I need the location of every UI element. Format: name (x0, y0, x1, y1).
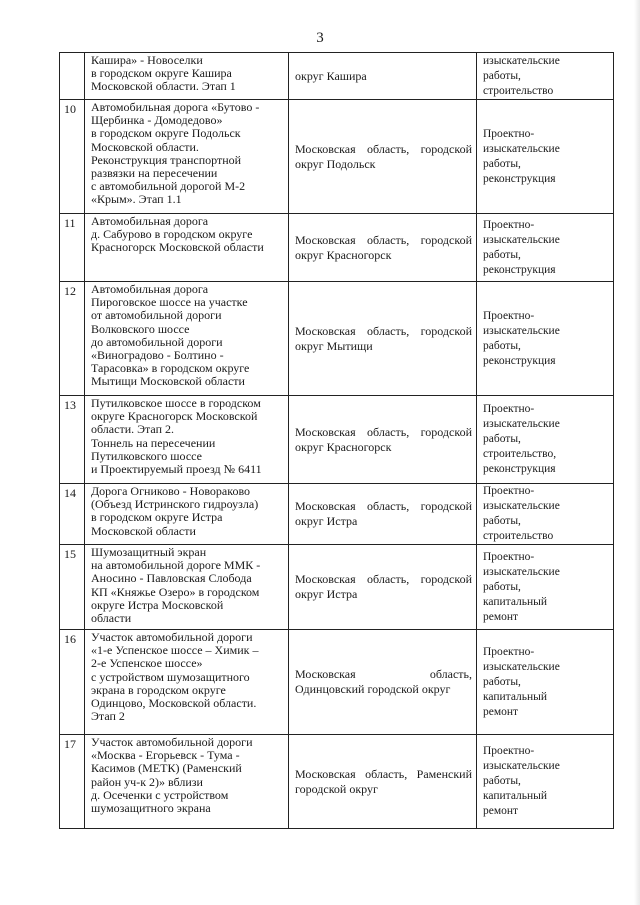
work-type-line: капитальный (483, 790, 548, 802)
location-text: Московская область, городской округ Истра (295, 572, 472, 601)
work-type-line: работы, (483, 515, 521, 527)
object-name-line: Шумозащитный экран (91, 545, 207, 559)
work-type-line: капитальный (483, 595, 548, 608)
location-text: Московская область, Раменский городской округ (295, 766, 472, 796)
work-type-cell (477, 545, 614, 630)
work-type-cell (477, 53, 614, 100)
object-name-line: от автомобильной дороги (91, 308, 222, 323)
object-name-line: Автомобильная дорога «Бутово - (91, 100, 260, 114)
work-type-line: работы, (483, 339, 521, 352)
object-name-line: с автомобильной дорогой М-2 (91, 179, 246, 194)
location-cell (289, 396, 477, 484)
object-name-line: округе Красногорск Московской (91, 409, 258, 424)
location-text: Московская область, городской округ Красногорск (295, 424, 472, 454)
page-number: 3 (316, 30, 324, 46)
work-type-line: изыскательские (483, 500, 560, 512)
object-name-line: «Москва - Егорьевск - Тума - (91, 748, 240, 763)
object-name-line: Мытищи Московской области (91, 374, 245, 389)
work-type-line: реконструкция (483, 463, 556, 475)
object-name-cell (85, 735, 289, 829)
object-name-line: Московской области (91, 523, 196, 538)
row-number: 11 (60, 214, 85, 282)
work-type-line: изыскательские (483, 565, 560, 578)
work-type-cell (477, 630, 614, 735)
row-number (60, 53, 85, 100)
object-name-line: (Объезд Истринского гидроузла) (91, 497, 259, 512)
row-number: 17 (60, 735, 85, 829)
location-cell (289, 53, 477, 100)
object-name-line: Одинцово, Московской области. (91, 696, 257, 711)
work-type-line: работы, (483, 580, 521, 593)
work-type-line: работы, (483, 69, 521, 82)
work-type-line: изыскательские (483, 660, 560, 673)
work-type-line: Проектно- (483, 645, 535, 658)
work-type-line: изыскательские (483, 233, 560, 246)
table-row (60, 484, 614, 545)
object-name-line: до автомобильной дороги (91, 334, 223, 349)
work-type-line: изыскательские (483, 760, 560, 772)
work-type-cell (477, 484, 614, 545)
object-name-line: КП «Княжье Озеро» в городском (91, 584, 260, 599)
object-name-line: Этап 2 (91, 709, 125, 724)
object-name-cell (85, 484, 289, 545)
object-name-line: развязки на пересечении (91, 166, 218, 181)
object-name-line: Участок автомобильной дороги (91, 735, 253, 749)
object-name-line: округе Истра Московской (91, 597, 224, 612)
object-name-line: области. Этап 2. (91, 422, 175, 437)
work-type-line: реконструкция (483, 172, 556, 185)
work-type-line: ремонт (483, 610, 519, 623)
table-row (60, 100, 614, 214)
work-type-line: Проектно- (483, 550, 535, 563)
object-name-line: район уч-к 2)» вблизи (91, 774, 203, 789)
table-row (60, 735, 614, 829)
object-name-cell (85, 545, 289, 630)
object-name-line: Путилковское шоссе в городском (91, 396, 261, 410)
object-name-line: области (91, 611, 132, 626)
location-cell (289, 735, 477, 829)
work-type-line: изыскательские (483, 54, 560, 67)
object-name-line: Реконструкция транспортной (91, 152, 242, 167)
work-type-line: работы, (483, 775, 521, 787)
object-name-cell (85, 282, 289, 396)
table-row (60, 53, 614, 100)
work-type-line: ремонт (483, 805, 519, 817)
work-type-line: ремонт (483, 705, 519, 718)
row-number: 10 (60, 100, 85, 214)
object-name-line: в городском округе Подольск (91, 126, 241, 141)
row-number: 12 (60, 282, 85, 396)
object-name-line: Волковского шоссе (91, 321, 190, 336)
object-name-line: Кашира» - Новоселки (91, 53, 203, 67)
location-text: округ Кашира (295, 68, 367, 83)
object-name-line: Касимов (МЕТК) (Раменский (91, 761, 242, 776)
object-name-line: в городском округе Кашира (91, 66, 232, 81)
object-name-line: на автомобильной дороге ММК - (91, 558, 261, 573)
work-type-cell (477, 100, 614, 214)
work-type-line: изыскательские (483, 324, 560, 337)
object-name-line: в городском округе Истра (91, 510, 223, 525)
work-type-line: реконструкция (483, 354, 556, 367)
work-type-line: работы, (483, 248, 521, 261)
object-name-line: Красногорск Московской области (91, 240, 264, 255)
work-type-line: капитальный (483, 690, 548, 703)
object-name-line: шумозащитного экрана (91, 801, 211, 816)
row-number: 16 (60, 630, 85, 735)
location-text: Московская область, городской округ Мытищи (295, 323, 472, 353)
work-type-line: строительство, (483, 448, 557, 460)
work-type-line: Проектно- (483, 309, 535, 322)
work-type-cell (477, 735, 614, 829)
table-row (60, 214, 614, 282)
location-cell (289, 484, 477, 545)
work-type-cell (477, 214, 614, 282)
object-name-line: Московской области. (91, 139, 199, 154)
table-row (60, 630, 614, 735)
object-name-line: Щербинка - Домодедово» (91, 113, 223, 128)
object-name-line: с устройством шумозащитного (91, 669, 250, 684)
work-type-line: Проектно- (483, 403, 535, 415)
object-name-line: Автомобильная дорога (91, 214, 209, 228)
object-name-line: Московской области. Этап 1 (91, 79, 236, 94)
projects-table (59, 52, 614, 829)
location-cell (289, 100, 477, 214)
object-name-line: Тоннель на пересечении (91, 435, 216, 450)
object-name-line: 2-е Успенское шоссе» (91, 656, 203, 671)
object-name-line: Пироговское шоссе на участке (91, 295, 248, 310)
table-row (60, 396, 614, 484)
object-name-line: Аносино - Павловская Слобода (91, 571, 252, 586)
work-type-line: изыскательские (483, 142, 560, 155)
work-type-line: работы, (483, 675, 521, 688)
object-name-cell (85, 100, 289, 214)
page-edge-shadow (634, 0, 640, 905)
work-type-line: строительство (483, 84, 554, 97)
object-name-line: экрана в городском округе (91, 682, 226, 697)
work-type-cell (477, 396, 614, 484)
object-name-line: Тарасовка» в городском округе (91, 361, 250, 376)
location-text: Московская область, Одинцовский городской округ (295, 667, 472, 696)
object-name-cell (85, 630, 289, 735)
work-type-line: Проектно- (483, 485, 535, 497)
location-cell (289, 630, 477, 735)
object-name-line: «1-е Успенское шоссе – Химик – (91, 643, 259, 658)
object-name-line: «Крым». Этап 1.1 (91, 192, 182, 207)
work-type-line: работы, (483, 433, 521, 445)
object-name-line: Дорога Огниково - Новораково (91, 484, 251, 498)
object-name-line: и Проектируемый проезд № 6411 (91, 462, 262, 477)
object-name-line: д. Осеченки с устройством (91, 787, 229, 802)
work-type-cell (477, 282, 614, 396)
location-cell (289, 214, 477, 282)
object-name-cell (85, 214, 289, 282)
work-type-line: Проектно- (483, 127, 535, 140)
object-name-line: Участок автомобильной дороги (91, 630, 253, 644)
work-type-line: Проектно- (483, 218, 535, 231)
work-type-line: работы, (483, 157, 521, 170)
table-row (60, 282, 614, 396)
row-number: 13 (60, 396, 85, 484)
row-number: 15 (60, 545, 85, 630)
object-name-line: д. Сабурово в городском округе (91, 227, 253, 242)
table-row (60, 545, 614, 630)
work-type-line: строительство (483, 530, 554, 542)
object-name-cell (85, 53, 289, 100)
work-type-line: изыскательские (483, 418, 560, 430)
location-text: Московская область, городской округ Подольск (295, 141, 472, 171)
object-name-line: Автомобильная дорога (91, 282, 209, 296)
object-name-line: Путилковского шоссе (91, 448, 202, 463)
work-type-line: Проектно- (483, 745, 535, 757)
location-cell (289, 282, 477, 396)
location-text: Московская область, городской округ Красногорск (295, 232, 472, 262)
work-type-line: реконструкция (483, 263, 556, 276)
row-number: 14 (60, 484, 85, 545)
object-name-line: «Виноградово - Болтино - (91, 348, 224, 363)
location-cell (289, 545, 477, 630)
location-text: Московская область, городской округ Истра (295, 499, 472, 528)
object-name-cell (85, 396, 289, 484)
